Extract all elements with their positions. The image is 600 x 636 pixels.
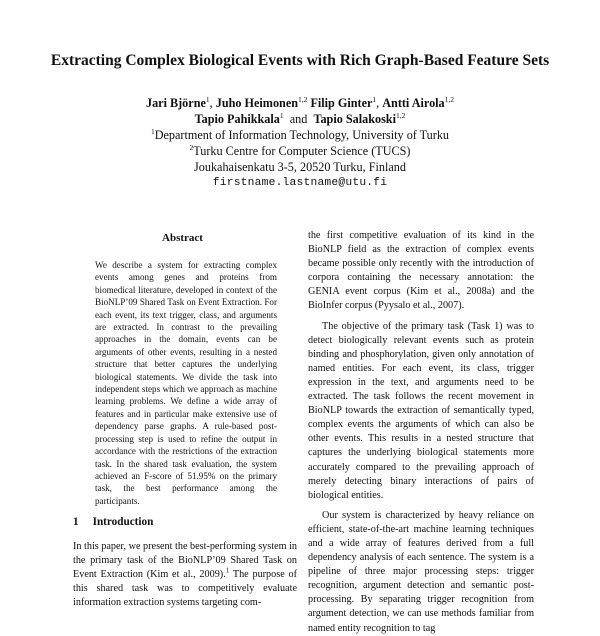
introduction-text: The purpose of this shared task was to competitively evaluate information extraction systems targeting com- (73, 569, 297, 609)
footnote-mark: 1 (225, 566, 230, 575)
author-affiliation-mark: 1 (372, 94, 377, 104)
section-heading-introduction (73, 516, 153, 528)
affiliation-address: Joukahaisenkatu 3-5, 20520 Turku, Finland (194, 160, 406, 174)
section-title: Introduction (92, 516, 154, 528)
affiliation-mark: 2 (189, 142, 194, 152)
abstract-heading: Abstract (162, 232, 203, 244)
author-name: Tapio Pahikkala (194, 112, 280, 126)
affiliation-text: Department of Information Technology, University of Turku (154, 128, 450, 142)
affiliation-2 (40, 143, 560, 159)
author-affiliation-mark: 1 (205, 94, 210, 104)
abstract-text: We describe a system for extracting complex events among genes and proteins from biomedical literature, developed in context of the BioNLP’09 Shared Task on Event Extraction. For each event, its text trigger, class, and arguments are extracted. In contrast to the prevailing approaches in the domain, events can be arguments of other events, resulting in a nested structure that better captures the underlying biological statements. We divide the task into independent steps which we approach as machine learning problems. We define a wide array of features and in particular make extensive use of dependency parse graphs. A rule-based post-processing step is used to refine the output in accordance with the restrictions of the extraction task. In the shared task evaluation, the system achieved an F-score of 51.95% on the primary task, the best performance among the participants. (95, 260, 277, 506)
author-name: Filip Ginter (310, 96, 373, 110)
paper-title: Extracting Complex Biological Events with Rich Graph-Based Feature Sets (50, 52, 550, 69)
introduction-text: In this paper, we present the best-performing system in the primary task of the BioNLP’09 Shared Task on Event Extraction (Kim et al., 2009). (73, 541, 297, 581)
body-paragraph: the first competitive evaluation of its kind in the BioNLP field as the extraction of complex events became possible only recently with the introduction of corpora containing the necessary annotation: the GENIA event corpus (Kim et al., 2008a) and the BioInfer corpus (Pyysalo et al., 2007). (308, 230, 534, 312)
author-block (40, 95, 560, 191)
abstract-body (95, 259, 277, 507)
contact-email: firstname.lastname@utu.fi (212, 177, 388, 189)
section-number: 1 (73, 516, 79, 528)
body-paragraph: The objective of the primary task (Task 1) was to detect biologically relevant events such as protein binding and phosphorylation, given only annotation of named entities. For each event, its class, trigger expression in the text, and arguments need to be extracted. The task follows the recent movement in BioNLP towards the extraction of semantically typed, complex events the arguments of which can also be other events. This results in a nested structure that captures the underlying biological statements more accurately compared to the prevailing approach of merely detecting binary interactions of pairs of biological entities. (308, 320, 534, 501)
author-affiliation-mark: 1 (279, 110, 284, 120)
author-conjunction: and (289, 112, 308, 126)
author-line-1: Jari Björne$^1$, Juho Heimonen$^{1,2}$ Filip Ginter$^1$, Antti Airola$^{1,2}$ (145, 94, 455, 110)
author-affiliation-mark: 1,2 (298, 94, 308, 104)
author-name: Jari Björne (145, 96, 206, 110)
affiliation-text: Turku Centre for Computer Science (TUCS) (193, 144, 411, 158)
author-name: Juho Heimonen (215, 96, 299, 110)
author-affiliation-mark: 1,2 (444, 94, 455, 104)
author-name: Tapio Salakoski (313, 112, 396, 126)
right-column-body (308, 229, 534, 636)
affiliation-mark: 1 (150, 126, 155, 136)
author-name: Antti Airola (382, 96, 445, 110)
affiliation-1 (40, 127, 560, 143)
body-paragraph: Our system is characterized by heavy reliance on efficient, state-of-the-art machine learning techniques and a wide array of features derived from a full dependency analysis of each sentence. The system is a pipeline of three major processing steps: trigger recognition, argument detection and semantic post-processing. By separating trigger recognition from argument detection, we can use methods familiar from named entity recognition to tag (308, 509, 534, 634)
author-line-2 (40, 111, 560, 127)
author-affiliation-mark: 1,2 (395, 110, 406, 120)
